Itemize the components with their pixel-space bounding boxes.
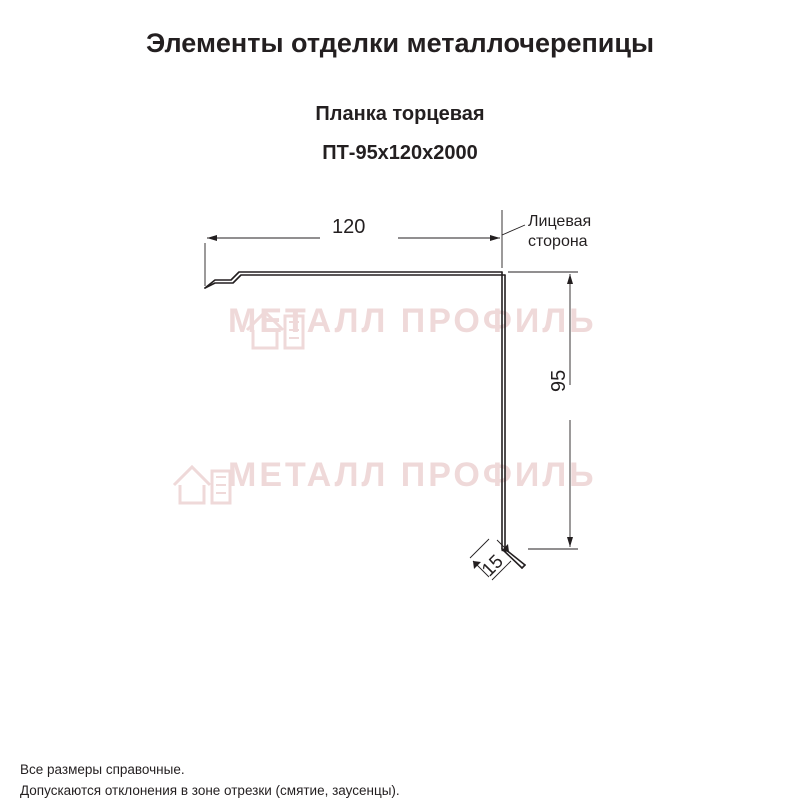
face-side-annotation: [528, 212, 591, 252]
profile-top-flange-inner: [205, 275, 505, 288]
arrow-95-bottom: [567, 537, 573, 547]
product-name: Планка торцевая: [315, 103, 485, 125]
arrow-120-right: [490, 235, 500, 241]
dimension-width-label: 120: [332, 216, 366, 238]
leader-face-side: [502, 225, 525, 235]
face-side-line1: Лицевая: [528, 213, 592, 230]
page-title: Элементы отделки металлочерепицы: [145, 28, 655, 58]
watermark-text: МЕТАЛЛ ПРОФИЛЬ: [228, 456, 597, 494]
profile-bottom-lip-end: [522, 565, 525, 568]
product-code: ПТ-95х120х2000: [322, 142, 478, 164]
watermark-text: МЕТАЛЛ ПРОФИЛЬ: [228, 302, 597, 340]
footnote-line-1: Все размеры справочные.: [20, 762, 185, 777]
arrow-120-left: [207, 235, 217, 241]
arrow-95-top: [567, 274, 573, 284]
footnote-line-2: Допускаются отклонения в зоне отрезки (смятие, заусенцы).: [20, 783, 400, 798]
face-side-line2: сторона: [528, 233, 588, 250]
ext-line-lip-a: [470, 539, 489, 558]
dimension-lip-label: 15: [478, 551, 508, 581]
dimension-height-label: 95: [548, 369, 570, 392]
